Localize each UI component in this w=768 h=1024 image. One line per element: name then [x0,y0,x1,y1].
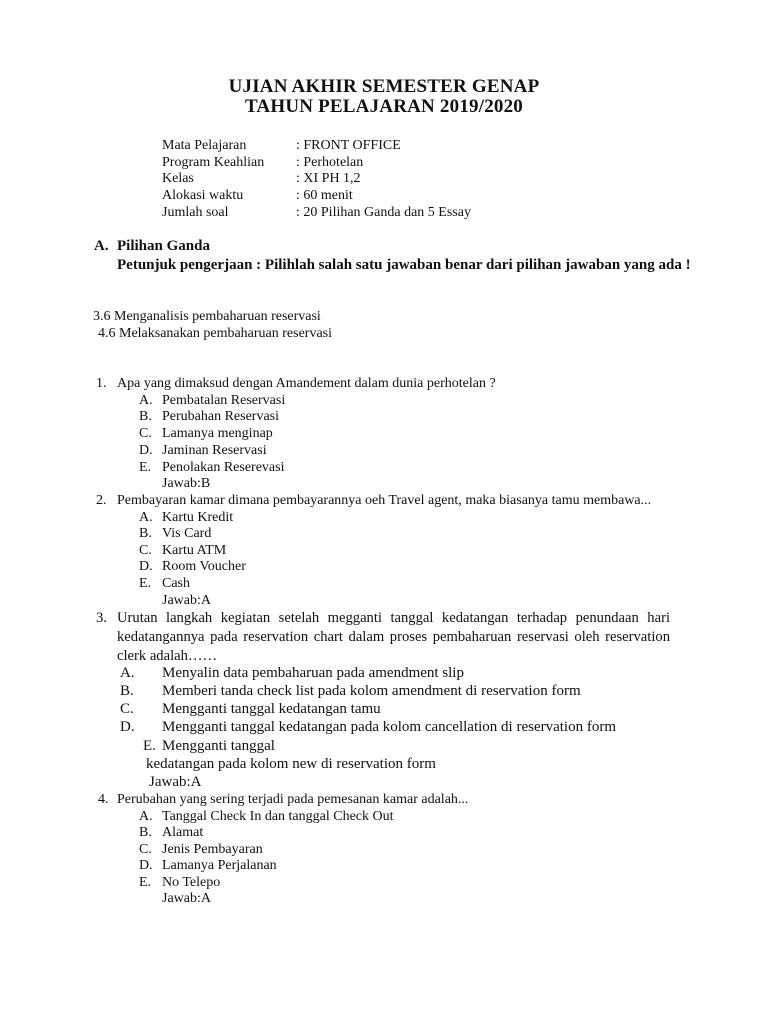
option-text: Perubahan Reservasi [162,409,280,424]
answer-key: Jawab:A [149,774,202,790]
option-text-continuation: kedatangan pada kolom new di reservation form [146,756,436,772]
exam-title: UJIAN AKHIR SEMESTER GENAP [228,76,540,97]
option-text: Lamanya Perjalanan [162,858,277,873]
option-letter: C. [139,426,152,441]
section-marker: A. [94,238,109,254]
option-letter: D. [139,858,153,873]
option-text: Jenis Pembayaran [162,842,263,857]
option-text: Vis Card [162,526,212,541]
question-number: 3. [96,610,107,626]
option-letter: D. [139,443,153,458]
option-letter: C. [139,842,152,857]
option-text: Pembatalan Reservasi [162,393,286,408]
option-text: Kartu Kredit [162,510,234,525]
option-text: Mengganti tanggal kedatangan pada kolom cancellation di reservation form [162,719,617,735]
option-letter: D. [139,559,153,574]
option-text: Cash [162,576,190,591]
info-value: : FRONT OFFICE [296,138,401,153]
school-year-title: TAHUN PELAJARAN 2019/2020 [244,96,524,117]
option-text: Memberi tanda check list pada kolom amendment di reservation form [162,683,581,699]
question-text: Perubahan yang sering terjadi pada pemesanan kamar adalah... [117,792,469,807]
option-letter: A. [120,665,135,681]
option-letter: C. [139,543,152,558]
option-text: Menyalin data pembaharuan pada amendment slip [162,665,464,681]
info-value: : 60 menit [296,188,353,203]
option-letter: E. [139,875,152,890]
info-label: Mata Pelajaran [162,138,247,153]
option-letter: A. [139,393,153,408]
question-text: Urutan langkah kegiatan setelah megganti tanggal kedatangan terhadap penundaan hari kedatangannya pada reservation chart dalam proses pembaharuan reservasi oleh reservation clerk adalah…… [117,610,670,664]
option-letter: E. [143,738,156,754]
option-letter: B. [139,825,152,840]
option-text: Mengganti tanggal kedatangan tamu [162,701,381,717]
question-text: Pembayaran kamar dimana pembayarannya oeh Travel agent, maka biasanya tamu membawa... [117,493,652,508]
answer-key: Jawab:A [162,891,211,906]
option-text: No Telepo [162,875,221,890]
question-text: Apa yang dimaksud dengan Amandement dalam dunia perhotelan ? [117,376,496,391]
info-value: : Perhotelan [296,155,364,170]
question-number: 4. [98,792,109,807]
info-label: Alokasi waktu [162,188,244,203]
option-text: Room Voucher [162,559,246,574]
competency-item: 3.6 Menganalisis pembaharuan reservasi [93,309,321,324]
answer-key: Jawab:A [162,593,211,608]
option-text: Alamat [162,825,204,840]
option-text: Jaminan Reservasi [162,443,267,458]
option-text: Tanggal Check In dan tanggal Check Out [162,809,394,824]
option-letter: E. [139,460,152,475]
option-letter: A. [139,510,153,525]
section-instruction: Petunjuk pengerjaan : Pilihlah salah satu jawaban benar dari pilihan jawaban yang ada ! [117,257,691,273]
option-letter: A. [139,809,153,824]
option-letter: E. [139,576,152,591]
option-letter: B. [139,409,152,424]
option-text: Penolakan Reserevasi [162,460,285,475]
option-letter: D. [120,719,135,735]
answer-key: Jawab:B [162,476,211,491]
option-text: Kartu ATM [162,543,227,558]
info-label: Program Keahlian [162,155,265,170]
option-letter: C. [120,701,134,717]
section-heading: Pilihan Ganda [117,238,210,254]
option-letter: B. [139,526,152,541]
option-letter: B. [120,683,134,699]
option-text: Lamanya menginap [162,426,273,441]
question-number: 2. [96,493,107,508]
info-value: : 20 Pilihan Ganda dan 5 Essay [296,205,471,220]
option-text: Mengganti tanggal [162,738,275,754]
info-label: Jumlah soal [162,205,229,220]
competency-item: 4.6 Melaksanakan pembaharuan reservasi [98,326,333,341]
info-label: Kelas [162,171,194,186]
info-value: : XI PH 1,2 [296,171,361,186]
question-number: 1. [96,376,107,391]
